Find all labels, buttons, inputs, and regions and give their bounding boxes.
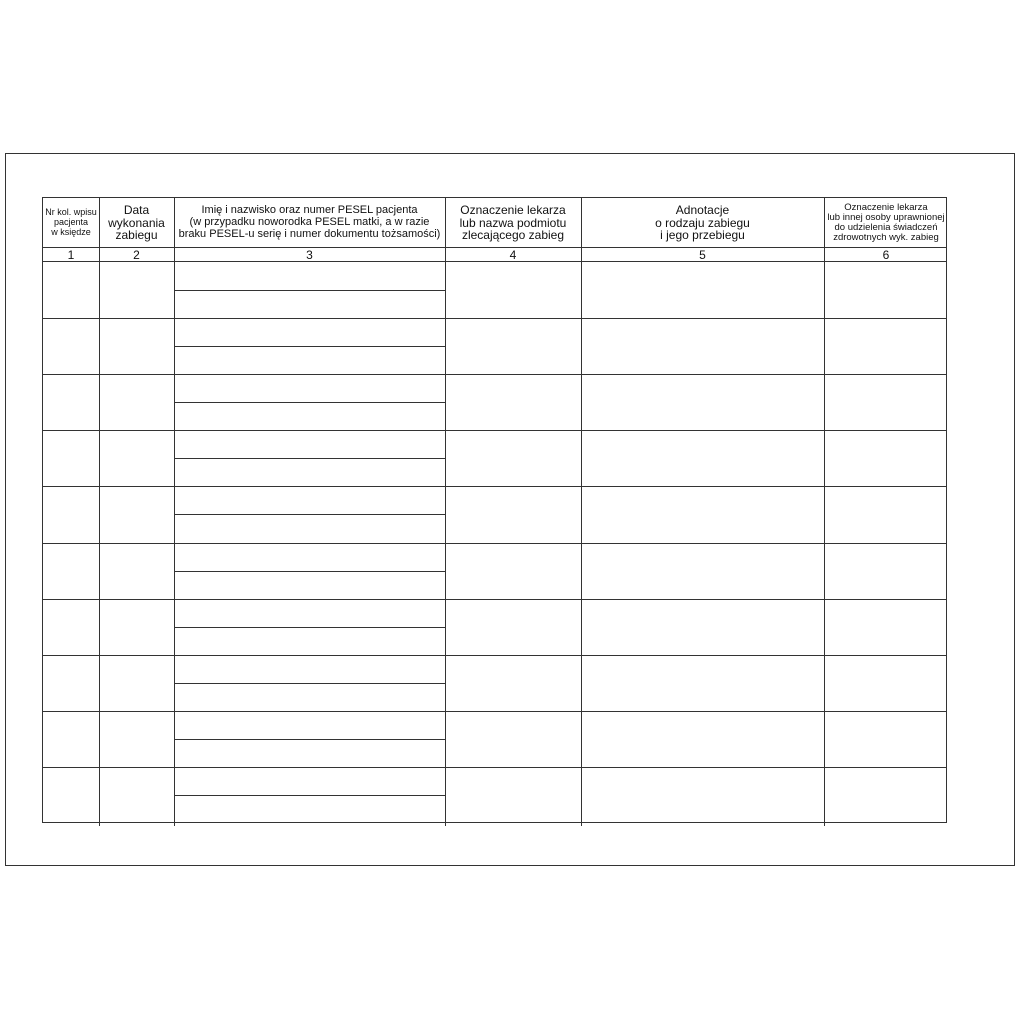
- header-line: zlecającego zabieg: [461, 228, 565, 243]
- header-line: pacjenta: [53, 217, 88, 228]
- column-number-6: 6: [882, 248, 890, 262]
- patient-cell-split-line: [174, 346, 445, 347]
- header-procedure-date: [99, 198, 174, 248]
- column-number-2: 2: [133, 248, 140, 262]
- header-line: lub innej osoby uprawnionej: [827, 211, 945, 223]
- patient-cell-split-line: [174, 683, 445, 684]
- header-line: wykonania: [108, 215, 165, 230]
- patient-cell-split-line: [174, 514, 445, 515]
- patient-cell-split-line: [174, 458, 445, 459]
- header-line: Imię i nazwisko oraz numer PESEL pacjenta: [201, 204, 418, 217]
- column-number-3: 3: [306, 248, 313, 262]
- header-line: (w przypadku noworodka PESEL matki, a w razie: [189, 216, 430, 229]
- header-line: o rodzaju zabiegu: [655, 215, 750, 230]
- header-line: do udzielenia świadczeń: [834, 222, 938, 233]
- header-line: Adnotacje: [675, 202, 730, 217]
- column-number-1: 1: [67, 248, 75, 262]
- header-divider: [43, 247, 946, 248]
- header-line: zabiegu: [115, 228, 158, 243]
- header-line: zdrowotnych wyk. zabieg: [833, 232, 939, 244]
- patient-cell-split-line: [174, 571, 445, 572]
- column-number-4: 4: [509, 248, 517, 262]
- header-line: lub nazwa podmiotu: [459, 215, 567, 230]
- header-line: braku PESEL-u serię i numer dokumentu tożsamości): [178, 227, 441, 240]
- header-line: i jego przebiegu: [660, 228, 745, 243]
- patient-cell-split-line: [174, 739, 445, 740]
- header-line: Oznaczenie lekarza: [844, 201, 928, 213]
- patient-cell-split-line: [174, 402, 445, 403]
- header-ordering-doctor: [445, 198, 581, 248]
- header-entry-number: [43, 198, 99, 248]
- header-patient-name-pesel: [174, 198, 445, 248]
- patient-cell-split-line: [174, 795, 445, 796]
- header-line: w księdze: [51, 226, 91, 237]
- procedure-register-table: [42, 197, 947, 823]
- header-performing-person: [824, 198, 948, 248]
- patient-cell-split-line: [174, 290, 445, 291]
- header-line: Data: [123, 202, 150, 217]
- header-line: Nr kol. wpisu: [45, 207, 97, 218]
- header-procedure-notes: [581, 198, 824, 248]
- patient-cell-split-line: [174, 627, 445, 628]
- column-number-5: 5: [699, 248, 706, 262]
- header-line: Oznaczenie lekarza: [460, 202, 566, 217]
